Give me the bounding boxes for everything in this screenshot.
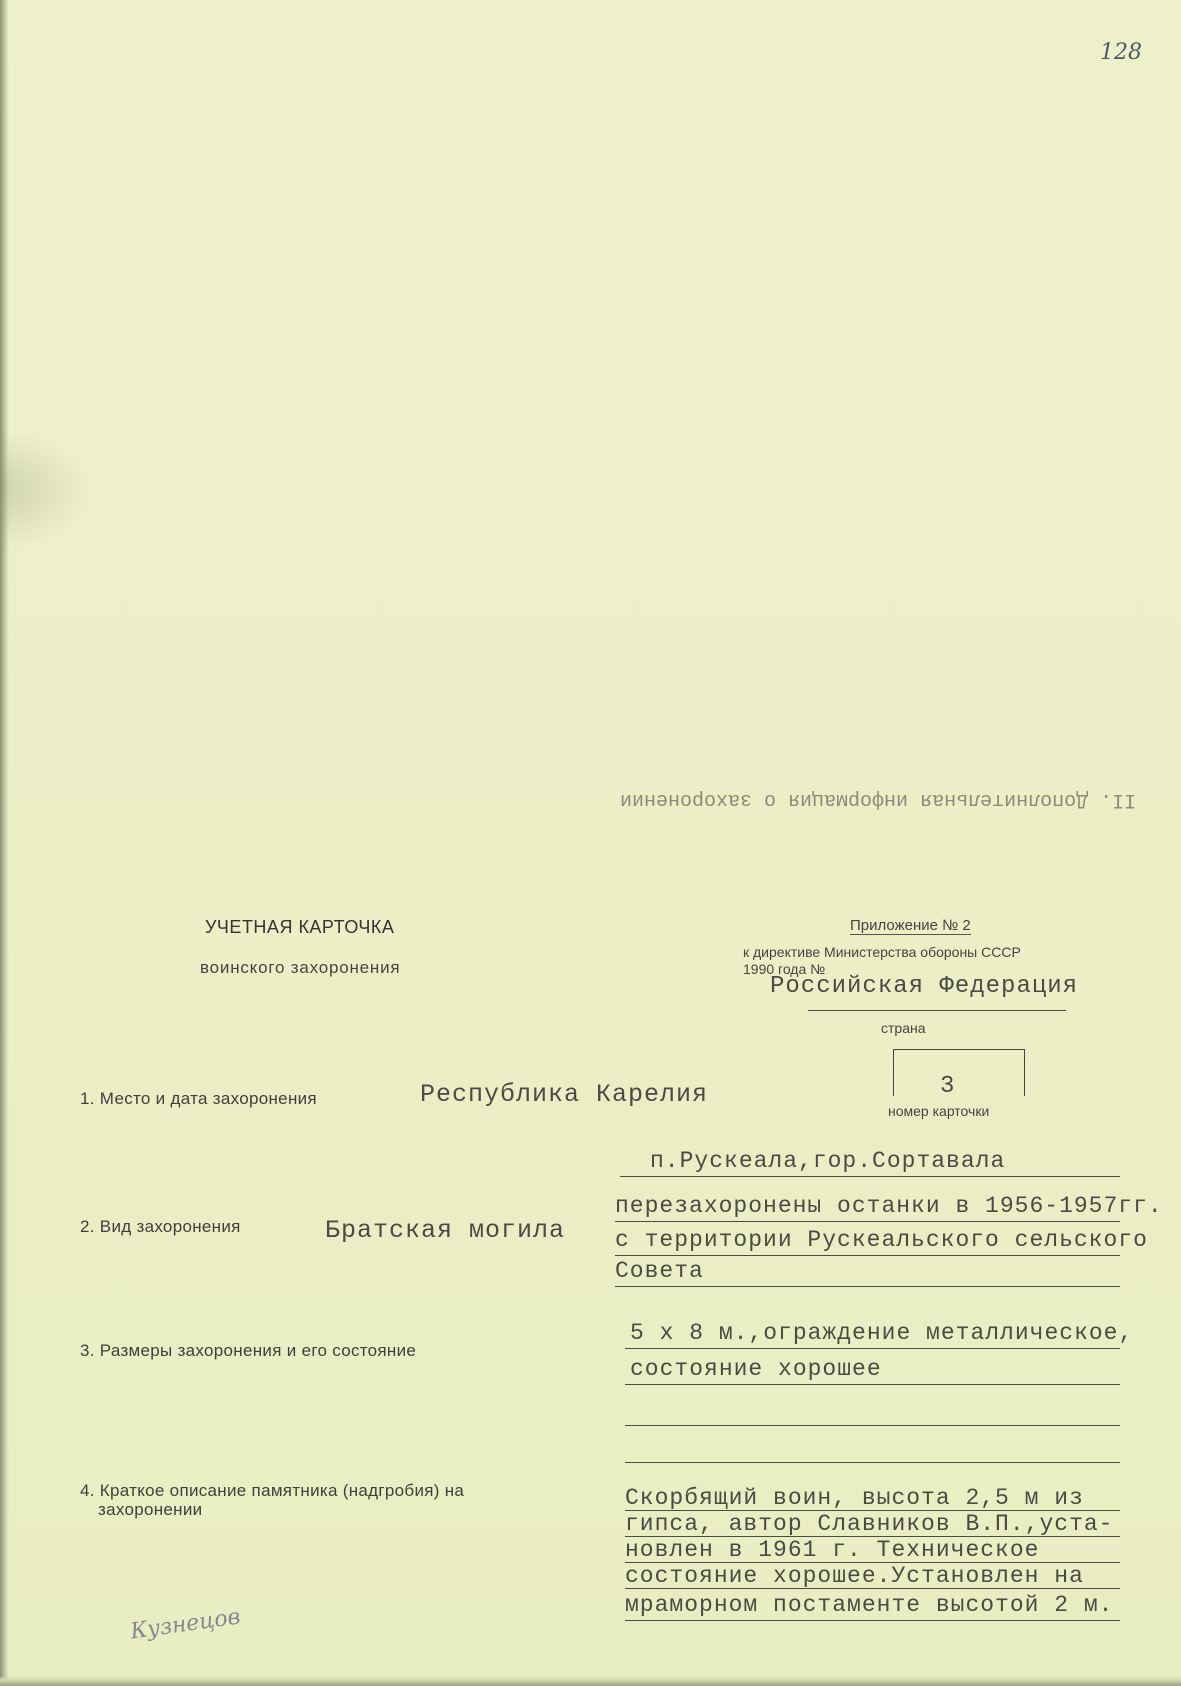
field-4-label-line-1: 4. Краткое описание памятника (надгробия) на: [80, 1481, 465, 1500]
country-value: Российская Федерация: [770, 973, 1079, 1000]
field-3-underline-3: [625, 1425, 1120, 1426]
field-4-underline-4: [625, 1588, 1120, 1589]
handwritten-signature: Кузнецов: [128, 1604, 242, 1645]
card-title: УЧЕТНАЯ КАРТОЧКА: [205, 917, 395, 937]
field-1-value: Республика Карелия: [420, 1080, 709, 1109]
page-number: 128: [1100, 40, 1142, 65]
field-1-location-line: п.Рускеала,гор.Сортавала: [650, 1148, 1006, 1174]
field-2-label: 2. Вид захоронения: [80, 1217, 241, 1236]
field-2-underline-3: [615, 1286, 1120, 1287]
card-number-caption: номер карточки: [888, 1103, 990, 1119]
paper-stain: [0, 430, 90, 550]
field-4-underline-1: [625, 1510, 1120, 1511]
page-edge-bottom: [0, 1676, 1181, 1686]
field-3-line-1: 5 х 8 м.,ограждение металлическое,: [630, 1320, 1134, 1346]
field-3-label: 3. Размеры захоронения и его состояние: [80, 1341, 417, 1360]
card-subtitle: воинского захоронения: [200, 958, 401, 977]
field-2-underline-1: [615, 1221, 1120, 1222]
field-4-underline-2: [625, 1536, 1120, 1537]
country-underline: [808, 1010, 1066, 1011]
field-2-line-3: Совета: [615, 1258, 704, 1284]
appendix-label: Приложение № 2: [850, 917, 971, 934]
page-edge-left: [0, 0, 9, 1686]
field-2-line-1: перезахоронены останки в 1956-1957гг.: [615, 1193, 1163, 1219]
field-4-underline-5: [625, 1620, 1120, 1621]
field-3-underline-1: [625, 1348, 1120, 1349]
field-1-underline: [620, 1176, 1120, 1177]
directive-year: 1990 года №: [743, 961, 826, 977]
card-number-value: 3: [940, 1073, 956, 1100]
field-4-underline-3: [625, 1562, 1120, 1563]
field-4-line-5: мраморном постаменте высотой 2 м.: [625, 1592, 1114, 1618]
field-4-line-3: новлен в 1961 г. Техническое: [625, 1537, 1040, 1563]
field-2-value: Братская могила: [325, 1216, 566, 1245]
bleed-through-text: II. Дополнительная информация о захоронении: [620, 788, 1137, 811]
field-2-line-2: с территории Рускеальского сельского: [615, 1227, 1148, 1253]
country-caption: страна: [881, 1020, 926, 1036]
field-3-underline-2: [625, 1384, 1120, 1385]
directive-text: к директиве Министерства обороны СССР: [743, 944, 1021, 960]
field-4-line-1: Скорбящий воин, высота 2,5 м из: [625, 1485, 1084, 1511]
field-1-label: 1. Место и дата захоронения: [80, 1089, 317, 1108]
field-2-underline-2: [615, 1255, 1120, 1256]
field-4-label-line-2: захоронении: [98, 1500, 203, 1519]
field-3-line-2: состояние хорошее: [630, 1356, 882, 1382]
card-number-box: [893, 1049, 1025, 1096]
field-4-line-2: гипса, автор Славников В.П.,уста-: [625, 1511, 1114, 1537]
field-3-underline-4: [625, 1462, 1120, 1463]
field-4-line-4: состояние хорошее.Установлен на: [625, 1563, 1084, 1589]
